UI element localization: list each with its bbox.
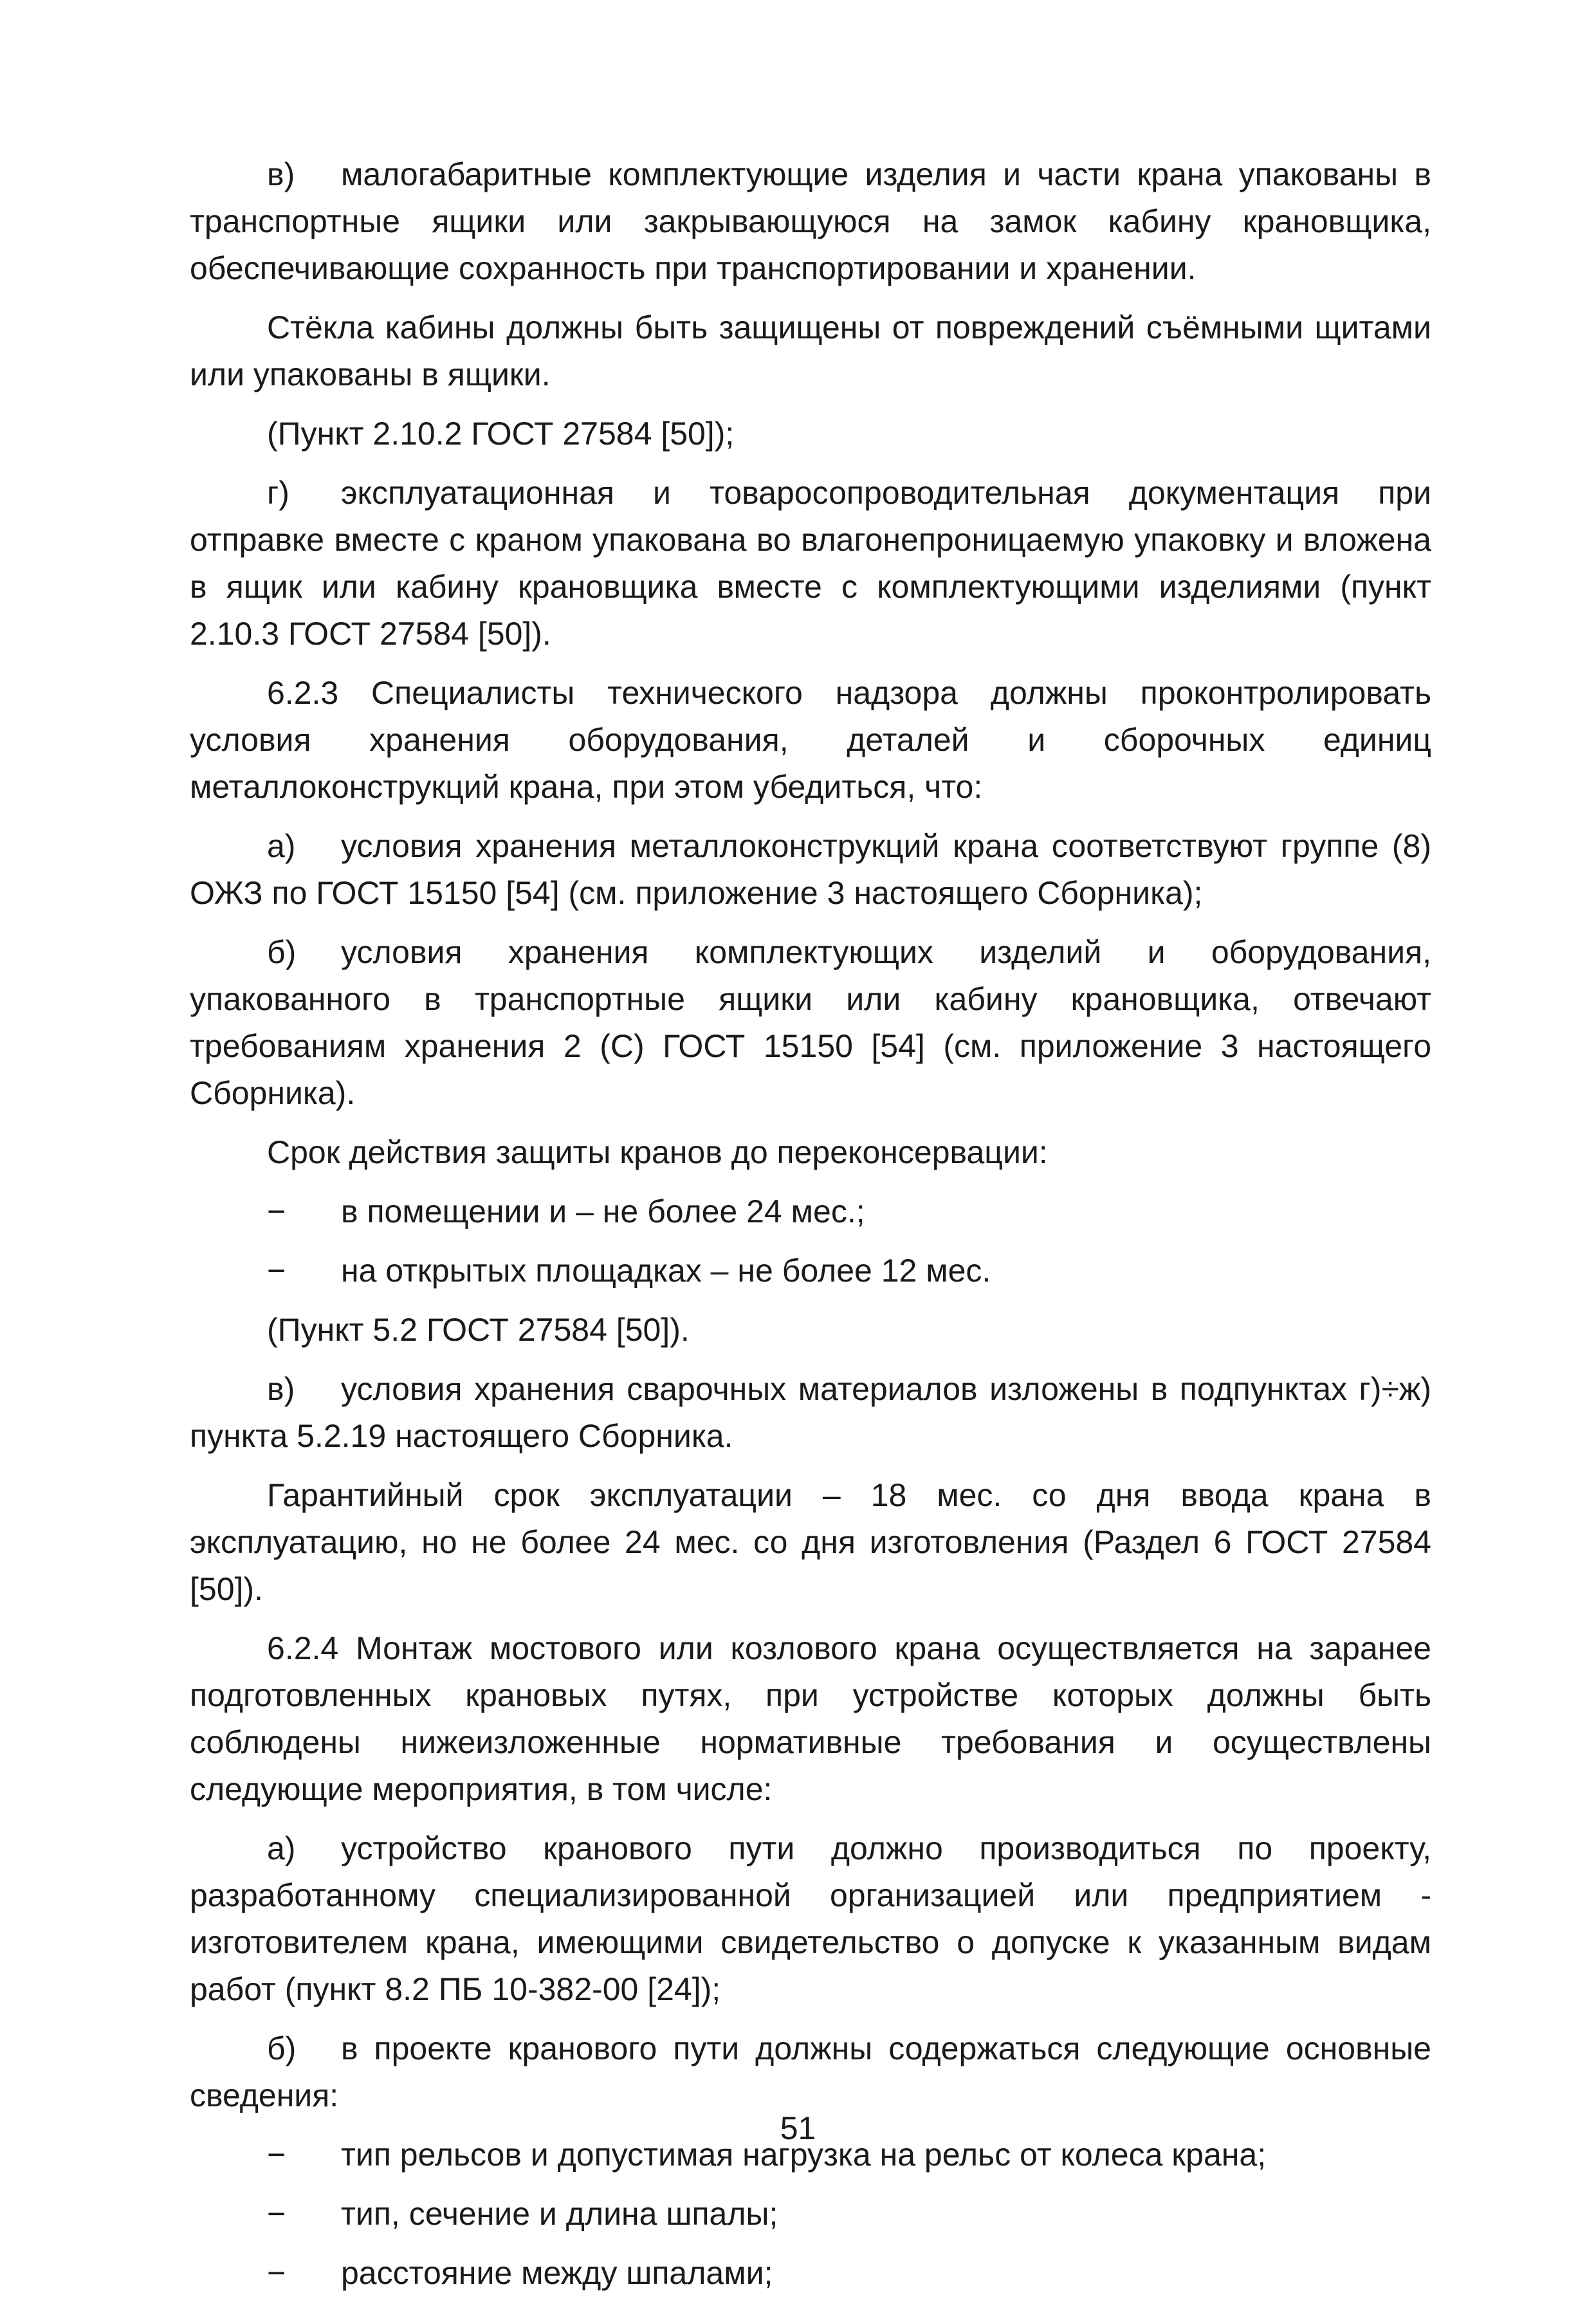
list-item-text: условия хранения сварочных материалов изложены в подпунктах г)÷ж) пункта 5.2.19 настоящего Сборника. [190, 1371, 1431, 1454]
list-marker: а) [267, 828, 296, 864]
list-item [190, 1366, 1431, 1460]
list-marker: в) [267, 1371, 295, 1407]
list-item-text: малогабаритные комплектующие изделия и части крана упакованы в транспортные ящики или закрывающуюся на замок кабину крановщика, обеспечивающие сохранность при транспортировании и хранении. [190, 156, 1431, 286]
list-item-text: эксплуатационная и товаросопроводительная документация при отправке вместе с краном упакована во влагонепроницаемую упаковку и вложена в ящик или кабину крановщика вместе с комплектующими изделиями (пункт 2.10.3 ГОСТ 27584 [50]). [190, 475, 1431, 652]
dash-item-text: в помещении и – не более 24 мес.; [341, 1193, 865, 1229]
list-item-text: условия хранения комплектующих изделий и оборудования, упакованного в транспортные ящики или кабину крановщика, отвечают требованиям хранения 2 (С) ГОСТ 15150 [54] (см. приложение 3 настоящего Сборника). [190, 934, 1431, 1111]
list-item [190, 151, 1431, 292]
list-item-text: устройство кранового пути должно производиться по проекту, разработанному специализированной организацией или предприятием - изготовителем крана, имеющими свидетельство о допуске к указанным видам работ (пункт 8.2 ПБ 10-382-00 [24]); [190, 1830, 1431, 2007]
list-marker: б) [267, 934, 297, 970]
section-paragraph: 6.2.3 Специалисты технического надзора должны проконтролировать условия хранения оборудования, деталей и сборочных единиц металлоконструкций крана, при этом убедиться, что: [190, 675, 1431, 805]
dash-list-item [190, 1188, 1431, 1235]
dash-marker: − [267, 2196, 286, 2232]
list-item-text: в проекте кранового пути должны содержаться следующие основные сведения: [190, 2030, 1431, 2113]
paragraph: Срок действия защиты кранов до переконсервации: [267, 1134, 1048, 1170]
list-item-text: условия хранения металлоконструкций крана соответствуют группе (8) ОЖЗ по ГОСТ 15150 [54] (см. приложение 3 настоящего Сборника); [190, 828, 1431, 911]
list-marker: а) [267, 1830, 296, 1866]
paragraph: Гарантийный срок эксплуатации – 18 мес. со дня ввода крана в эксплуатацию, но не более 24 мес. со дня изготовления (Раздел 6 ГОСТ 27584 [50]). [190, 1477, 1431, 1607]
dash-item-text: на открытых площадках – не более 12 мес. [341, 1253, 991, 1289]
page-number: 51 [780, 2110, 816, 2146]
list-item [190, 470, 1431, 658]
paragraph: (Пункт 5.2 ГОСТ 27584 [50]). [267, 1312, 690, 1348]
paragraph: (Пункт 2.10.2 ГОСТ 27584 [50]); [267, 416, 735, 452]
list-item [190, 1825, 1431, 2013]
list-item [190, 929, 1431, 1117]
list-marker: г) [267, 475, 289, 511]
dash-item-text: тип рельсов и допустимая нагрузка на рельс от колеса крана; [341, 2137, 1267, 2173]
paragraph: Стёкла кабины должны быть защищены от повреждений съёмными щитами или упакованы в ящики. [190, 309, 1431, 392]
list-marker: в) [267, 156, 295, 192]
dash-marker: − [267, 1253, 286, 1289]
dash-list-item [190, 2191, 1431, 2238]
list-item [190, 823, 1431, 917]
dash-marker: − [267, 2137, 286, 2173]
list-marker: б) [267, 2030, 297, 2066]
dash-list-item [190, 1247, 1431, 1294]
dash-item-text: расстояние между шпалами; [341, 2255, 773, 2291]
document-body [190, 151, 1431, 2309]
dash-item-text: тип, сечение и длина шпалы; [341, 2196, 778, 2232]
dash-marker: − [267, 2255, 286, 2291]
dash-marker: − [267, 1193, 286, 1229]
section-paragraph: 6.2.4 Монтаж мостового или козлового крана осуществляется на заранее подготовленных крановых путях, при устройстве которых должны быть соблюдены нижеизложенные нормативные требования и осуществлены следующие мероприятия, в том числе: [190, 1630, 1431, 1807]
